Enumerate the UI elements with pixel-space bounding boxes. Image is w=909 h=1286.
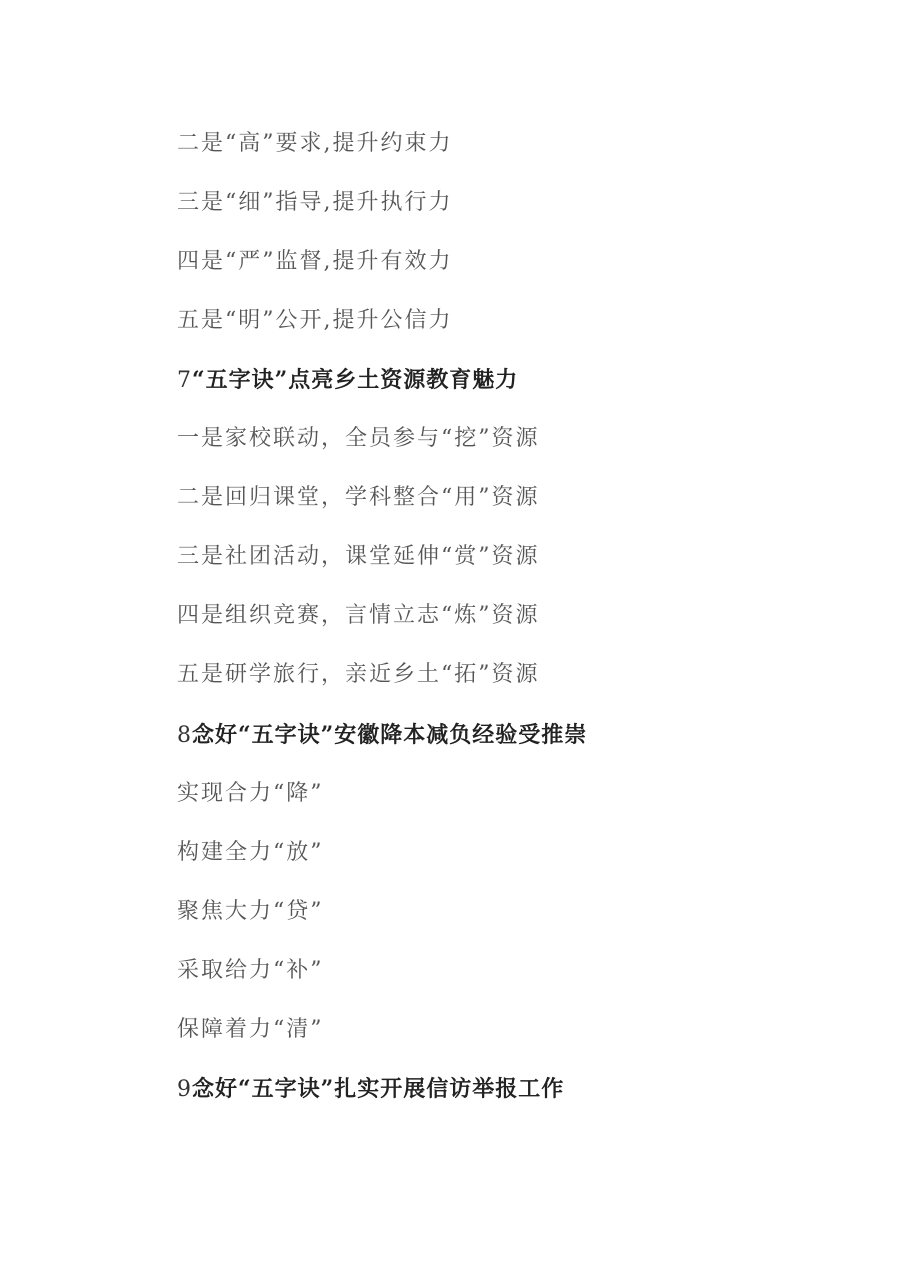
section-number: 8 [177, 723, 192, 748]
list-item: 保障着力“清” [177, 1017, 324, 1042]
list-item: 一是家校联动，全员参与“挖”资源 [177, 426, 540, 451]
section-heading-8 [177, 720, 587, 751]
section-title: 念好“五字诀”扎实开展信访举报工作 [192, 1076, 565, 1102]
list-item: 五是“明”公开,提升公信力 [177, 308, 453, 333]
list-item: 二是回归课堂，学科整合“用”资源 [177, 485, 540, 510]
list-item: 采取给力“补” [177, 958, 324, 983]
section-heading-7 [177, 365, 518, 396]
list-item: 三是社团活动，课堂延伸“赏”资源 [177, 544, 540, 569]
section-number: 9 [177, 1077, 192, 1102]
list-item: 二是“高”要求,提升约束力 [177, 131, 453, 156]
list-item: 五是研学旅行，亲近乡土“拓”资源 [177, 662, 540, 687]
list-item: 三是“细”指导,提升执行力 [177, 190, 453, 215]
list-item: 实现合力“降” [177, 781, 324, 806]
list-item: 聚焦大力“贷” [177, 899, 324, 924]
section-number: 7 [177, 368, 192, 393]
section-title: 念好“五字诀”安徽降本减负经验受推崇 [192, 722, 588, 748]
list-item: 四是组织竞赛，言情立志“炼”资源 [177, 603, 540, 628]
list-item: 构建全力“放” [177, 840, 324, 865]
section-title: “五字诀”点亮乡土资源教育魅力 [192, 367, 519, 393]
section-heading-9 [177, 1074, 564, 1105]
list-item: 四是“严”监督,提升有效力 [177, 249, 453, 274]
